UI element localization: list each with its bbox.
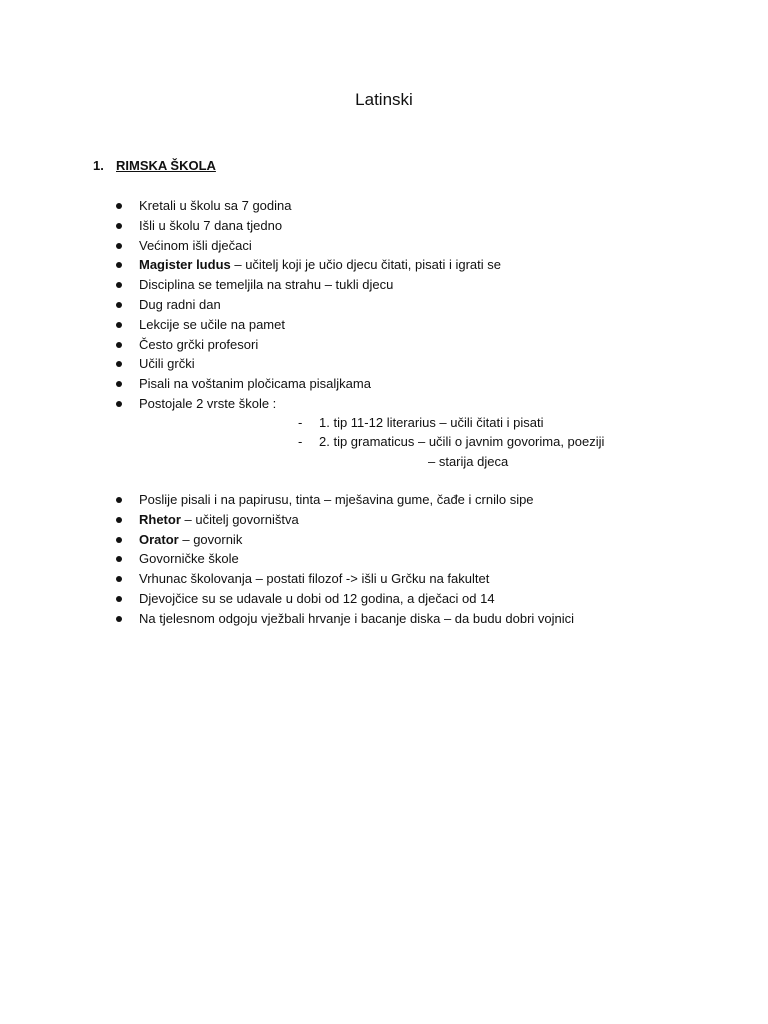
bullet-list-part-2	[0, 490, 768, 629]
bullet-icon	[116, 576, 122, 582]
list-item: Govorničke škole	[0, 549, 768, 569]
list-item: Dug radni dan	[0, 295, 768, 315]
bullet-icon	[116, 401, 122, 407]
bullet-icon	[116, 262, 122, 268]
list-item: Kretali u školu sa 7 godina	[0, 196, 768, 216]
list-item: Vrhunac školovanja – postati filozof -> išli u Grčku na fakultet	[0, 569, 768, 589]
bullet-icon	[116, 381, 122, 387]
bullet-icon	[116, 517, 122, 523]
sub-item-continuation: – starija djeca	[428, 454, 509, 469]
section-number: 1.	[93, 158, 104, 173]
list-item: Rhetor – učitelj govorništva	[0, 510, 768, 530]
bullet-icon	[116, 616, 122, 622]
bullet-icon	[116, 302, 122, 308]
list-item: Poslije pisali i na papirusu, tinta – mješavina gume, čađe i crnilo sipe	[0, 490, 768, 510]
section-heading	[93, 157, 216, 175]
dash-marker: -	[298, 434, 303, 449]
sub-item-text: 2. tip gramaticus – učili o javnim govorima, poeziji	[319, 434, 605, 449]
bullet-icon	[116, 497, 122, 503]
bullet-icon	[116, 223, 122, 229]
document-title: Latinski	[355, 90, 413, 109]
sub-list-item	[0, 413, 768, 433]
list-item: Na tjelesnom odgoju vježbali hrvanje i bacanje diska – da budu dobri vojnici	[0, 609, 768, 629]
list-item: Disciplina se temeljila na strahu – tukli djecu	[0, 275, 768, 295]
bullet-icon	[116, 243, 122, 249]
list-item: Orator – govornik	[0, 530, 768, 550]
list-item: Često grčki profesori	[0, 335, 768, 355]
sub-list-item	[0, 432, 768, 452]
bullet-icon	[116, 556, 122, 562]
bullet-icon	[116, 537, 122, 543]
bullet-list-part-1	[0, 196, 768, 414]
section-heading-text: RIMSKA ŠKOLA	[116, 158, 216, 173]
list-item: Učili grčki	[0, 354, 768, 374]
bullet-icon	[116, 361, 122, 367]
dash-marker: -	[298, 415, 303, 430]
bullet-icon	[116, 322, 122, 328]
bullet-icon	[116, 342, 122, 348]
list-item: Većinom išli dječaci	[0, 236, 768, 256]
list-item: Pisali na voštanim pločicama pisaljkama	[0, 374, 768, 394]
list-item: Magister ludus – učitelj koji je učio djecu čitati, pisati i igrati se	[0, 255, 768, 275]
list-item: Postojale 2 vrste škole :	[0, 394, 768, 414]
bullet-icon	[116, 596, 122, 602]
bullet-icon	[116, 282, 122, 288]
bullet-icon	[116, 203, 122, 209]
list-item: Išli u školu 7 dana tjedno	[0, 216, 768, 236]
list-item: Djevojčice su se udavale u dobi od 12 godina, a dječaci od 14	[0, 589, 768, 609]
list-item: Lekcije se učile na pamet	[0, 315, 768, 335]
sub-item-text: 1. tip 11-12 literarius – učili čitati i pisati	[319, 415, 544, 430]
